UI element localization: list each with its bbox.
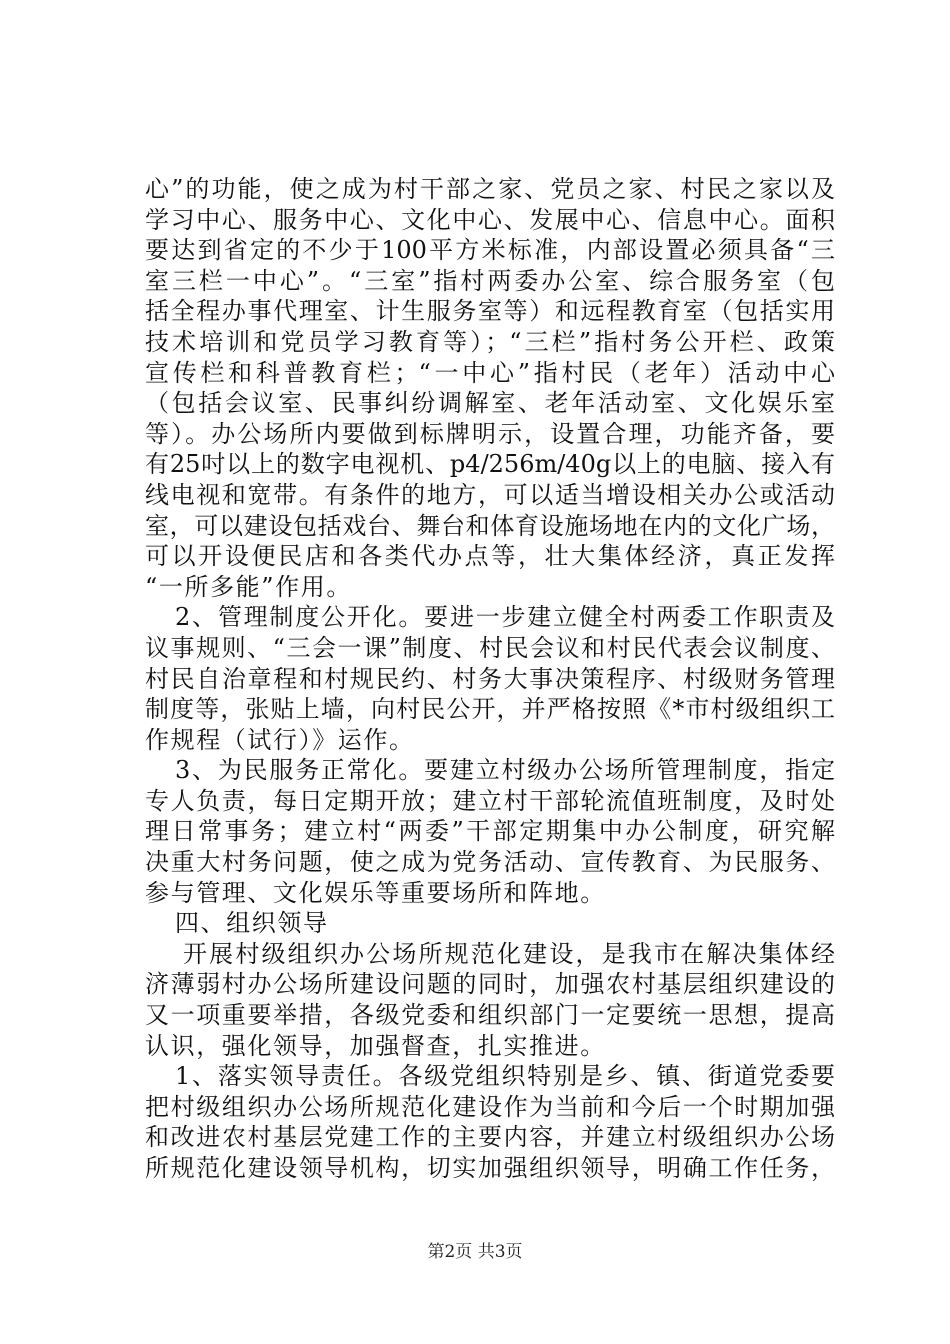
text-line: 和改进农村基层党建工作的主要内容，并建立村级组织办公场 [145, 1123, 835, 1152]
text-line: 学习中心、服务中心、文化中心、发展中心、信息中心。面积 [145, 205, 835, 234]
text-line: 心”的功能，使之成为村干部之家、党员之家、村民之家以及 [145, 175, 835, 203]
text-line: 开展村级组织办公场所规范化建设，是我市在解决集体经 [183, 939, 835, 968]
text-line: 要达到省定的不少于100平方米标准，内部设置必须具备“三 [145, 236, 835, 265]
text-line: 专人负责，每日定期开放；建立村干部轮流值班制度，及时处 [145, 786, 835, 815]
text-line: 认识，强化领导，加强督查，扎实推进。 [145, 1031, 606, 1060]
text-line: 所规范化建设领导机构，切实加强组织领导，明确工作任务， [145, 1154, 835, 1182]
text-line: “一所多能”作用。 [145, 572, 352, 601]
text-line: 1、落实领导责任。各级党组织特别是乡、镇、街道党委要 [175, 1062, 835, 1091]
text-line: 四、组织领导 [175, 909, 329, 938]
text-line: 技术培训和党员学习教育等）；“三栏”指村务公开栏、政策 [145, 327, 835, 356]
text-line: 有25吋以上的数字电视机、p4/256m/40g以上的电脑、接入有 [145, 450, 835, 479]
text-line: 决重大村务问题，使之成为党务活动、宣传教育、为民服务、 [145, 848, 835, 877]
text-line: 括全程办事代理室、计生服务室等）和远程教育室（包括实用 [145, 297, 835, 326]
text-line: 线电视和宽带。有条件的地方，可以适当增设相关办公或活动 [145, 480, 835, 509]
text-line: 济薄弱村办公场所建设问题的同时，加强农村基层组织建设的 [145, 970, 835, 999]
text-line: 把村级组织办公场所规范化建设作为当前和今后一个时期加强 [145, 1092, 835, 1121]
text-line: 室三栏一中心”。“三室”指村两委办公室、综合服务室（包 [145, 266, 835, 295]
page-footer: 第2页 共3页 [427, 1242, 523, 1262]
text-line: 宣传栏和科普教育栏；“一中心”指村民（老年）活动中心 [145, 358, 835, 387]
text-line: 议事规则、“三会一课”制度、村民会议和村民代表会议制度、 [145, 633, 835, 662]
text-line: 理日常事务；建立村“两委”干部定期集中办公制度，研究解 [145, 817, 835, 846]
text-line: 3、为民服务正常化。要建立村级办公场所管理制度，指定 [175, 756, 835, 785]
text-line: （包括会议室、民事纠纷调解室、老年活动室、文化娱乐室 [145, 389, 835, 418]
text-line: 可以开设便民店和各类代办点等，壮大集体经济，真正发挥 [145, 542, 835, 571]
text-line: 参与管理、文化娱乐等重要场所和阵地。 [145, 878, 606, 907]
text-line: 室，可以建设包括戏台、舞台和体育设施场地在内的文化广场， [145, 511, 835, 540]
text-line: 又一项重要举措，各级党委和组织部门一定要统一思想，提高 [145, 1001, 835, 1030]
text-line: 作规程（试行）》运作。 [145, 725, 415, 754]
text-line: 制度等，张贴上墙，向村民公开，并严格按照《*市村级组织工 [145, 695, 835, 724]
document-body [145, 174, 835, 1184]
text-line: 等）。办公场所内要做到标牌明示，设置合理，功能齐备，要 [145, 419, 835, 448]
text-line: 2、管理制度公开化。要进一步建立健全村两委工作职责及 [175, 603, 835, 632]
text-line: 村民自治章程和村规民约、村务大事决策程序、村级财务管理 [145, 664, 835, 693]
